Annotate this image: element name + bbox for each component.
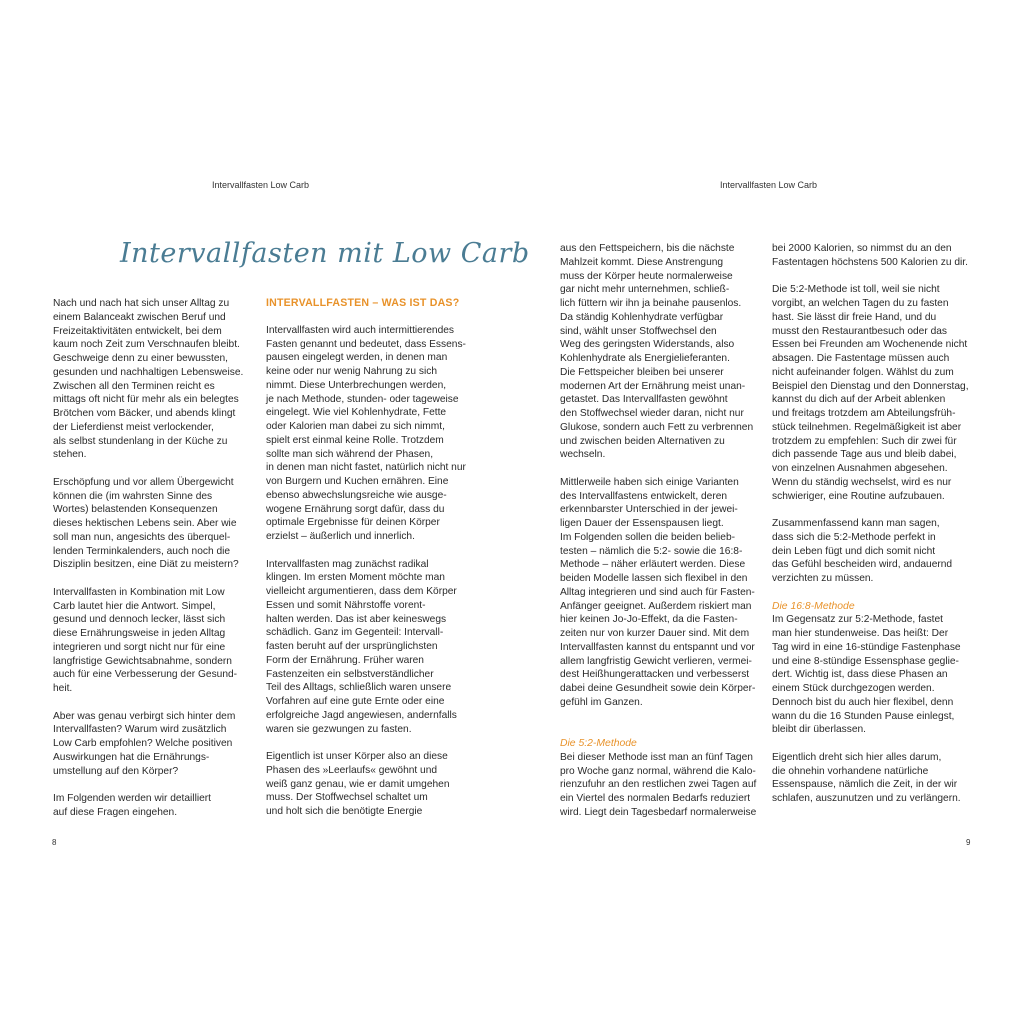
paragraph: Nach und nach hat sich unser Alltag zu einem Balanceakt zwischen Beruf und Freizeitaktivitäten entwickelt, bei dem kaum noch Zeit zum Verschnaufen bleibt. Geschweige denn zu einer bewussten, gesunden und nachhaltigen Lebensweise. Zwischen all den Terminen reicht es mittags oft nicht für mehr als ein belegtes Brötchen vom Bäcker, und abends klingt der Lieferdienst meist verlockender, als selbst stundenlang in der Küche zu stehen. xyxy=(53,298,244,461)
paragraph: Erschöpfung und vor allem Übergewicht können die (im wahrsten Sinne des Wortes) belastenden Konsequenzen dieses hektischen Lebens sein. Aber wie soll man nun, angesichts des überquel- lenden Terminkalenders, auch noch die Disziplin besitzen, eine Diät zu meistern? xyxy=(53,476,239,571)
subsection-heading-5-2: Die 5:2-Methode xyxy=(560,738,637,749)
paragraph: Intervallfasten mag zunächst radikal klingen. Im ersten Moment möchte man vielleicht argumentieren, dass dem Körper Essen und somit Nährstoffe vorent- halten werden. Das ist aber keineswegs schädlich. Ganz im Gegenteil: Intervall- fasten beruht auf der ursprünglichsten Form der Ernährung. Früher waren Fastenzeiten ein selbstverständlicher Teil des Alltags, schließlich waren unsere Vorfahren auf eine gute Ernte oder eine erfolgreiche Jagd angewiesen, andernfalls waren sie gezwungen zu fasten. xyxy=(266,558,457,735)
running-head: Intervallfasten Low Carb xyxy=(212,180,310,190)
paragraph: bei 2000 Kalorien, so nimmst du an den Fastentagen höchstens 500 Kalorien zu dir. xyxy=(772,243,968,268)
text-column-1 xyxy=(53,297,253,820)
paragraph: aus den Fettspeichern, bis die nächste Mahlzeit kommt. Diese Anstrengung muss der Körper heute normalerweise gar nicht mehr unternehmen, schließ- lich füttern wir ihn ja beinahe pausenlos. Da ständig Kohlenhydrate verfügbar sind, wählt unser Stoffwechsel den Weg des geringsten Widerstands, also Kohlenhydrate als Energielieferanten. Die Fettspeicher bleiben bei unserer modernen Art der Ernährung meist unan- getastet. Das Intervallfasten gewöhnt den Stoffwechsel wieder daran, nicht nur Glukose, sondern auch Fett zu verbrennen und zwischen beiden Alternativen zu wechseln. xyxy=(560,243,754,461)
right-page xyxy=(512,0,1024,1024)
paragraph: Im Folgenden werden wir detailliert auf diese Fragen eingehen. xyxy=(53,793,211,818)
paragraph: Zusammenfassend kann man sagen, dass sich die 5:2-Methode perfekt in dein Leben fügt und dich somit nicht das Gefühl bescheiden wird, andauernd verzichten zu müssen. xyxy=(772,518,953,584)
running-head: Intervallfasten Low Carb xyxy=(720,180,818,190)
paragraph: Intervallfasten in Kombination mit Low Carb lautet hier die Antwort. Simpel, gesund und dennoch lecker, lässt sich diese Ernährungsweise in jeden Alltag integrieren und sorgt nicht nur für eine langfristige Gewichtsabnahme, sondern auch für eine Verbesserung der Gesund- heit. xyxy=(53,586,238,694)
paragraph: Eigentlich dreht sich hier alles darum, die ohnehin vorhandene natürliche Essenspause, nämlich die Zeit, in der wir schlafen, auszunutzen und zu verlängern. xyxy=(772,751,961,804)
paragraph: Die 5:2-Methode ist toll, weil sie nicht vorgibt, an welchen Tagen du zu fasten hast. Sie lässt dir freie Hand, und du musst den Restaurantbesuch oder das Essen bei Freunden am Wochenende nicht absagen. Die Fastentage müssen auch nicht aufeinander folgen. Wählst du zum Beispiel den Dienstag und den Donnerstag, kannst du dich auf der Arbeit ablenken und freitags trotzdem am Abteilungsfrüh- stück teilnehmen. Regelmäßigkeit ist aber trotzdem zu empfehlen: Such dir zwei für dich passende Tage aus und bleib dabei, von einzelnen Ausnahmen abgesehen. Wenn du ständig wechselst, wird es nur schwieriger, eine Routine aufzubauen. xyxy=(772,284,969,502)
page-number: 9 xyxy=(966,838,971,847)
spacer xyxy=(560,723,760,737)
paragraph: Eigentlich ist unser Körper also an diese Phasen des »Leerlaufs« gewöhnt und weiß ganz genau, wie er damit umgehen muss. Der Stoffwechsel schaltet um und holt sich die benötigte Energie xyxy=(266,751,450,817)
paragraph: Aber was genau verbirgt sich hinter dem Intervallfasten? Warum wird zusätzlich Low Carb empfohlen? Welche positiven Auswirkungen hat die Ernährungs- umstellung auf den Körper? xyxy=(53,710,236,777)
text-column-2 xyxy=(266,297,466,819)
section-heading: INTERVALLFASTEN – WAS IST DAS? xyxy=(266,297,460,309)
text-column-3 xyxy=(560,242,760,820)
subsection-heading-16-8: Die 16:8-Methode xyxy=(772,600,855,612)
page-number: 8 xyxy=(52,838,57,847)
paragraph: Mittlerweile haben sich einige Varianten des Intervallfastens entwickelt, deren erkennbarster Unterschied in der jewei- ligen Dauer der Essenspausen liegt. Im Folgenden sollen die beiden belieb- testen – nämlich die 5:2- sowie die 16:8- Methode – näher erläutert werden. Diese beiden Modelle lassen sich flexibel in den Alltag integrieren und sind auch für Fasten- Anfänger geeignet. Außerdem riskiert man hier keinen Jo-Jo-Effekt, da die Fasten- zeiten nur von kurzer Dauer sind. Mit dem Intervallfasten kannst du entspannt und vor allem langfristig Gewicht verlieren, vermei- dest Heißhungerattacken und verbesserst dabei deine Gesundheit sowie dein Körper- gefühl im Ganzen. xyxy=(560,476,756,708)
paragraph: Intervallfasten wird auch intermittierendes Fasten genannt und bedeutet, dass Essens- pausen eingelegt werden, in denen man keine oder nur wenig Nahrung zu sich nimmt. Diese Unterbrechungen werden, je nach Methode, stunden- oder tageweise eingelegt. Wie viel Kohlenhydrate, Fette oder Kalorien man dabei zu sich nimmt, spielt erst einmal keine Rolle. Trotzdem sollte man sich während der Phasen, in denen man nicht fastet, natürlich nicht nur von Burgern und Kuchen ernähren. Eine ebenso abwechslungsreiche wie ausge- wogene Ernährung sorgt dafür, dass du optimale Ergebnisse für deinen Körper erzielst – äußerlich und innerlich. xyxy=(266,324,466,542)
paragraph: Im Gegensatz zur 5:2-Methode, fastet man hier stundenweise. Das heißt: Der Tag wird in eine 16-stündige Fastenphase und eine 8-stündige Essensphase geglie- dert. Wichtig ist, dass diese Phasen an einem Stück durchgezogen werden. Dennoch bist du auch hier flexibel, denn wann du die 16 Stunden Pause einlegst, bleibt dir überlassen. xyxy=(772,614,961,736)
chapter-title: Intervallfasten mit Low Carb xyxy=(120,238,530,269)
paragraph: Bei dieser Methode isst man an fünf Tagen pro Woche ganz normal, während die Kalo- rienzufuhr an den restlichen zwei Tagen auf ein Viertel des normalen Bedarfs reduziert wird. Liegt dein Tagesbedarf normalerweise xyxy=(560,751,757,818)
text-column-4 xyxy=(772,242,972,806)
